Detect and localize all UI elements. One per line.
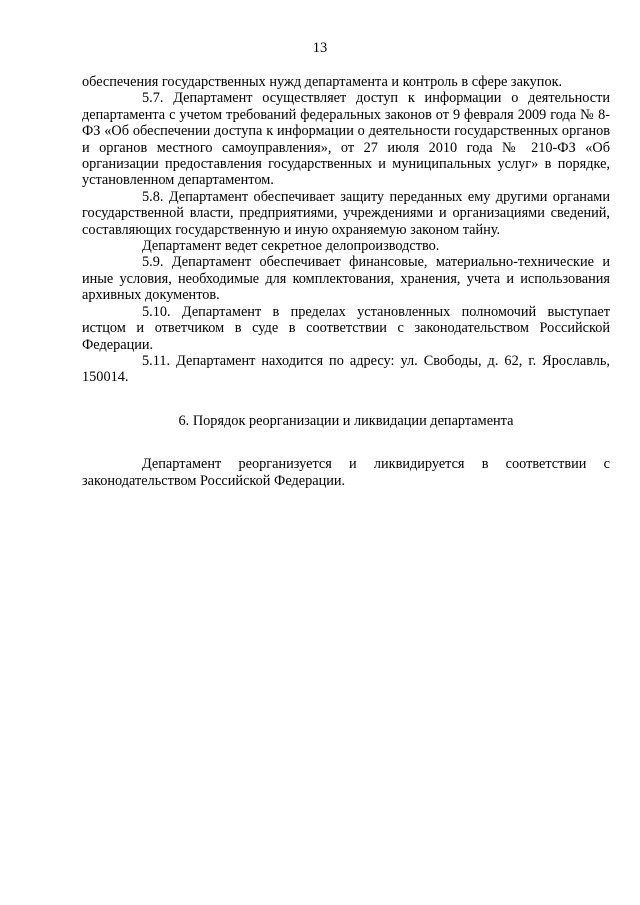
paragraph-5-10: 5.10. Департамент в пределах установленных полномочий выступает истцом и ответчиком в суде в соответствии с законодательством Российской Федерации. [82, 303, 610, 353]
paragraph-5-8: 5.8. Департамент обеспечивает защиту переданных ему другими органами государственной власти, предприятиями, учреждениями и организациями сведений, составляющих государственную и иную охраняемую законом тайну. [82, 188, 610, 238]
document-body [82, 74, 610, 489]
page-number: 13 [312, 40, 328, 56]
paragraph-5-9: 5.9. Департамент обеспечивает финансовые, материально-технические и иные условия, необходимые для комплектования, хранения, учета и использования архивных документов. [82, 254, 610, 304]
paragraph-6-1: Департамент реорганизуется и ликвидируется в соответствии с законодательством Российской Федерации. [82, 456, 610, 489]
paragraph-5-7: 5.7. Департамент осуществляет доступ к информации о деятельности департамента с учетом требований федеральных законов от 9 февраля 2009 года № 8-ФЗ «Об обеспечении доступа к информации о деятельности государственных органов и органов местного самоуправления», от 27 июля 2010 года № 210-ФЗ «Об организации предоставления государственных и муниципальных услуг» в порядке, установленном департаментом. [82, 90, 610, 189]
section-heading-6: 6. Порядок реорганизации и ликвидации департамента [178, 412, 514, 429]
paragraph-continuation: обеспечения государственных нужд департамента и контроль в сфере закупок. [82, 74, 563, 90]
paragraph-5-11: 5.11. Департамент находится по адресу: ул. Свободы, д. 62, г. Ярославль, 150014. [82, 352, 610, 386]
paragraph-secret-records: Департамент ведет секретное делопроизводство. [142, 238, 440, 255]
